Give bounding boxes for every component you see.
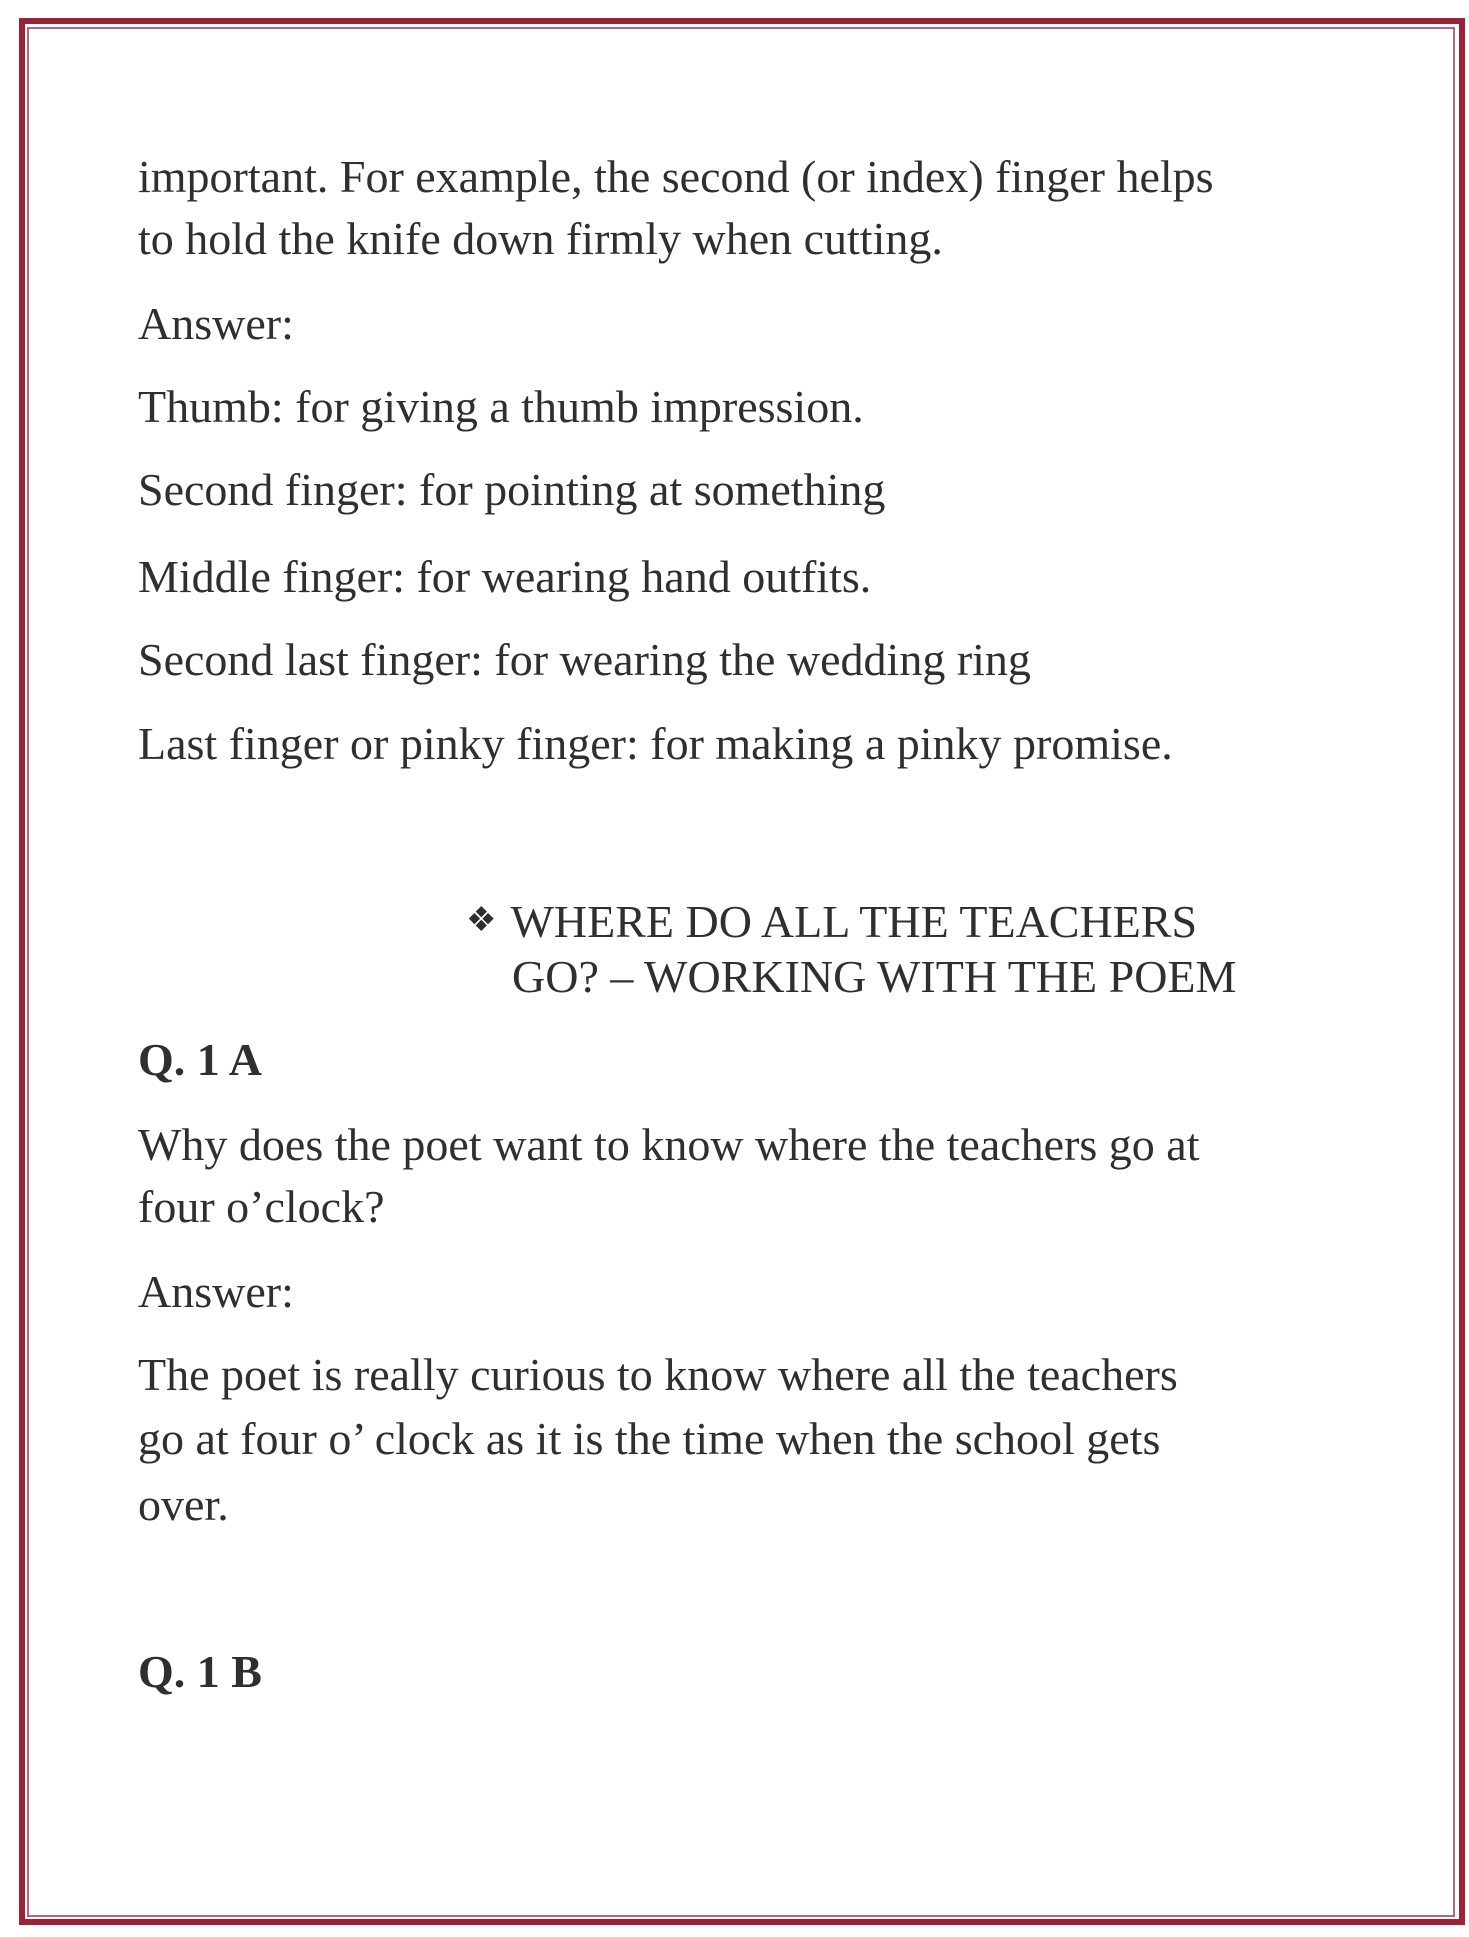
section-heading-line-2: GO? – WORKING WITH THE POEM xyxy=(512,951,1237,1002)
answer-q1a-line-2: go at four o’ clock as it is the time when the school gets xyxy=(138,1413,1161,1464)
answer-item-thumb: Thumb: for giving a thumb impression. xyxy=(138,381,864,432)
question-q1a-line-1: Why does the poet want to know where the teachers go at xyxy=(138,1119,1200,1170)
answer-item-second-last-finger: Second last finger: for wearing the wedding ring xyxy=(138,634,1031,685)
question-label-q1b: Q. 1 B xyxy=(138,1646,262,1697)
answer-q1a-line-3: over. xyxy=(138,1479,229,1530)
answer-label-q1a: Answer: xyxy=(138,1266,294,1317)
question-q1a-line-2: four o’clock? xyxy=(138,1181,385,1232)
answer-item-middle-finger: Middle finger: for wearing hand outfits. xyxy=(138,551,872,602)
answer-item-second-finger: Second finger: for pointing at something xyxy=(138,464,886,515)
section-heading-line-1 xyxy=(466,896,1198,947)
answer-item-pinky-finger: Last finger or pinky finger: for making a pinky promise. xyxy=(138,718,1173,769)
answer-q1a-line-1: The poet is really curious to know where all the teachers xyxy=(138,1349,1178,1400)
continuation-line-1: important. For example, the second (or index) finger helps xyxy=(138,151,1214,202)
question-label-q1a: Q. 1 A xyxy=(138,1034,262,1085)
continuation-line-2: to hold the knife down firmly when cutting. xyxy=(138,213,943,264)
answer-label: Answer: xyxy=(138,298,294,349)
four-diamond-bullet-icon: ❖ xyxy=(466,902,497,939)
section-heading-text-1: WHERE DO ALL THE TEACHERS xyxy=(510,896,1198,947)
